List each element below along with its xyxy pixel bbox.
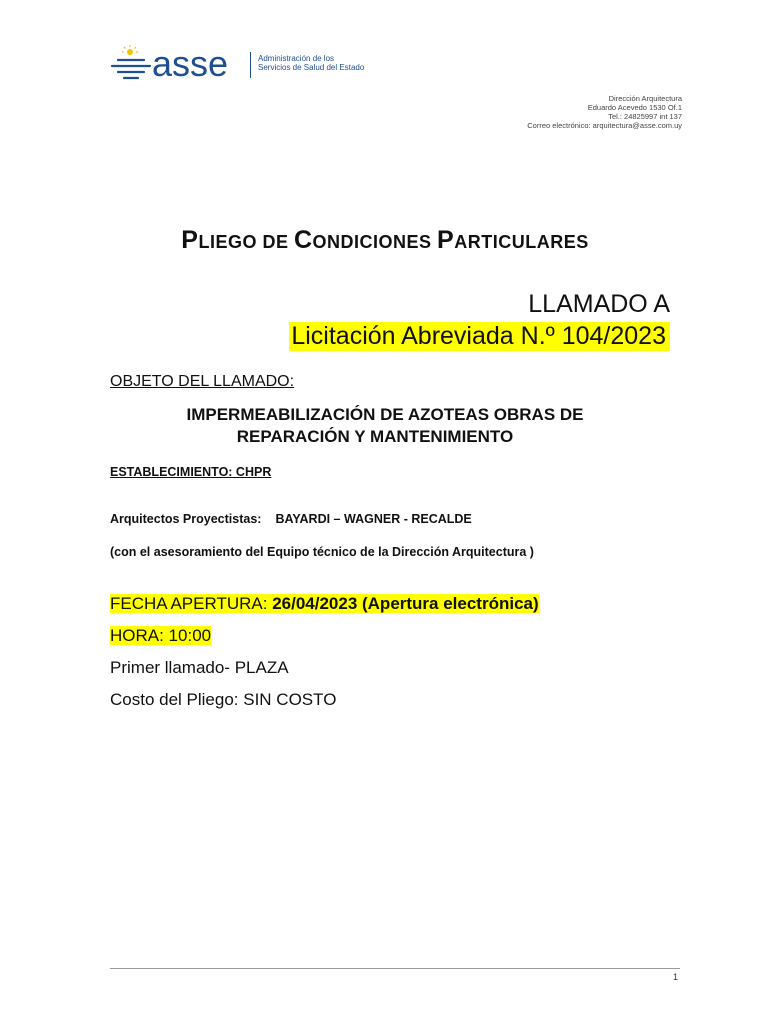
title-part: ARTICULARES — [454, 232, 589, 252]
objeto-description — [0, 404, 770, 448]
arquitectos-names: BAYARDI – WAGNER - RECALDE — [275, 512, 472, 526]
logo-subtitle-line1: Administración de los — [258, 54, 335, 63]
fecha-apertura — [110, 594, 539, 614]
logo-subtitle-line2: Servicios de Salud del Estado — [258, 63, 365, 72]
costo-pliego: Costo del Pliego: SIN COSTO — [110, 690, 337, 709]
asse-logo — [108, 44, 368, 84]
contact-line: Correo electrónico: arquitectura@asse.com.uy — [527, 121, 682, 130]
establecimiento: ESTABLECIMIENTO: CHPR — [110, 465, 272, 479]
contact-line: Dirección Arquitectura — [608, 94, 682, 103]
footer-divider — [110, 968, 680, 969]
title-part: ONDICIONES — [312, 232, 438, 252]
title-part: LIEGO DE — [198, 232, 294, 252]
asesoramiento-note: (con el asesoramiento del Equipo técnico de la Dirección Arquitectura ) — [110, 545, 534, 559]
objeto-label: OBJETO DEL LLAMADO: — [110, 373, 295, 390]
contact-line: Eduardo Acevedo 1530 Of.1 — [587, 103, 682, 112]
primer-llamado: Primer llamado- PLAZA — [110, 658, 289, 677]
logo-separator — [250, 52, 251, 78]
page-number: 1 — [672, 972, 678, 982]
llamado-heading: LLAMADO A — [528, 290, 670, 318]
title-part: P — [437, 226, 455, 254]
fecha-label: FECHA APERTURA: — [110, 594, 273, 613]
title-part: C — [293, 226, 313, 254]
hora — [110, 626, 211, 646]
arquitectos-line — [110, 512, 472, 526]
hora-text: HORA: 10:00 — [110, 626, 212, 645]
logo-subtitle — [258, 54, 364, 72]
contact-line: Tel.: 24825997 int 137 — [608, 112, 682, 121]
licitacion-number: Licitación Abreviada N.º 104/2023 — [289, 322, 670, 351]
contact-block — [527, 94, 682, 130]
objeto-line2: REPARACIÓN Y MANTENIMIENTO — [236, 427, 514, 446]
arquitectos-label: Arquitectos Proyectistas: — [110, 512, 262, 526]
logo-wordmark: asse — [152, 43, 229, 84]
objeto-line1: IMPERMEABILIZACIÓN DE AZOTEAS OBRAS DE — [186, 405, 584, 424]
fecha-value: 26/04/2023 (Apertura electrónica) — [272, 594, 539, 613]
sun-waves-icon — [108, 44, 152, 84]
document-title — [0, 226, 770, 255]
title-part: P — [181, 226, 199, 254]
